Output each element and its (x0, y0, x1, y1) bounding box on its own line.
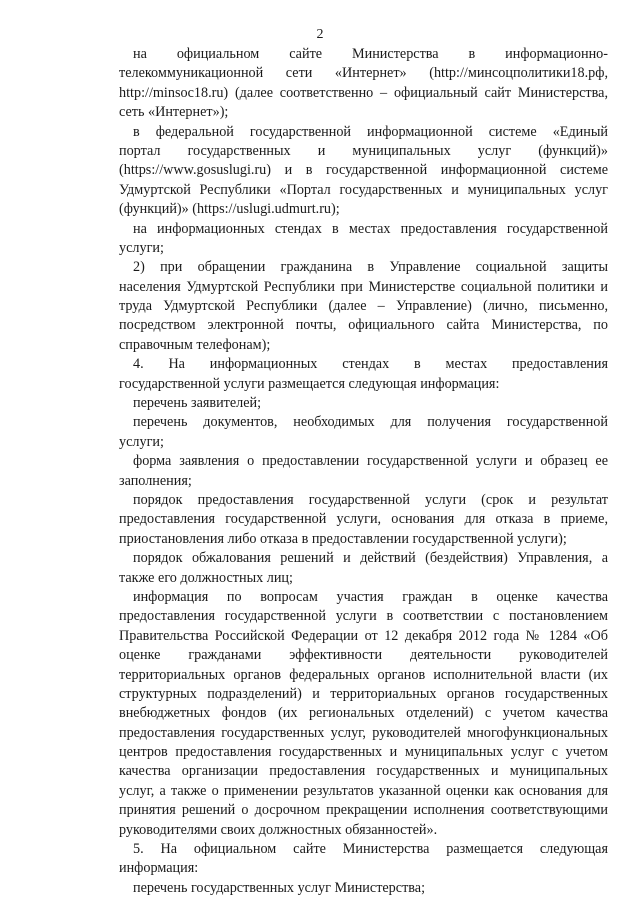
text-line: перечень государственных услуг Министерства; (133, 879, 426, 896)
text-line: Правительства Российской Федерации от 12 декабря 2012 года № 1284 «Об (119, 627, 608, 644)
text-line: центров предоставления государственных и муниципальных услуг с учетом (119, 744, 608, 761)
text-line: качества организации предоставления государственных и муниципальных (119, 763, 608, 780)
text-line: (https://www.gosuslugi.ru) и в государственной информационной системе (119, 162, 608, 179)
text-line: портал государственных и муниципальных услуг (функций)» (119, 142, 608, 159)
text-line: территориальных органов федеральных органов исполнительной власти (их (119, 666, 608, 683)
text-line: 5. На официальном сайте Министерства размещается следующая (133, 841, 608, 858)
text-line: приостановления либо отказа в предоставлении государственной услуги); (119, 530, 567, 547)
text-line: 4. На информационных стендах в местах предоставления (133, 356, 608, 373)
text-line: справочным телефонам); (119, 336, 271, 353)
page-number: 2 (316, 27, 324, 42)
text-line: сеть «Интернет»); (119, 104, 229, 121)
text-line: информация: (119, 860, 199, 877)
text-line: государственной услуги размещается следующая информация: (119, 375, 500, 392)
text-line: Удмуртской Республики «Портал государственных и муниципальных услуг (119, 181, 608, 198)
text-line: порядок обжалования решений и действий (бездействия) Управления, а (133, 550, 608, 567)
text-line: услуги; (119, 239, 164, 256)
text-line: оценке гражданами эффективности деятельности руководителей (119, 647, 608, 664)
text-line: на информационных стендах в местах предоставления государственной (133, 220, 608, 237)
text-line: в федеральной государственной информационной системе «Единый (133, 123, 608, 140)
text-line: перечень заявителей; (133, 395, 262, 412)
text-line: (функций)» (https://uslugi.udmurt.ru); (119, 201, 340, 218)
text-line: посредством электронной почты, официального сайта Министерства, по (119, 317, 608, 334)
text-line: телекоммуникационной сети «Интернет» (http://минсоцполитики18.рф, (119, 65, 608, 82)
text-line: внебюджетных фондов (их региональных отделений) с учетом качества (119, 705, 608, 722)
text-line: также его должностных лиц; (119, 569, 293, 586)
text-line: населения Удмуртской Республики при Министерстве социальной политики и (119, 278, 608, 295)
text-line: предоставления государственной услуги в соответствии с постановлением (119, 608, 608, 625)
text-line: услуги; (119, 433, 164, 450)
text-line: на официальном сайте Министерства в информационно- (133, 46, 608, 62)
text-line: принятия решений о досрочном прекращении исполнения соответствующими (119, 802, 608, 819)
text-line: http://minsoc18.ru) (далее соответственно – официальный сайт Министерства, (119, 84, 608, 101)
text-line: предоставления государственной услуги, основания для отказа в приеме, (119, 511, 608, 528)
text-line: форма заявления о предоставлении государственной услуги и образец ее (133, 453, 608, 470)
text-line: предоставления государственных услуг, руководителей многофункциональных (119, 724, 608, 741)
text-line: руководителями своих должностных обязанностей». (119, 821, 438, 838)
text-line: заполнения; (119, 472, 192, 489)
text-line: порядок предоставления государственной услуги (срок и результат (133, 491, 608, 508)
text-line: информация по вопросам участия граждан в оценке качества (133, 588, 608, 605)
text-line: структурных подразделений) и территориальных органов государственных (119, 685, 608, 702)
text-line: 2) при обращении гражданина в Управление социальной защиты (133, 259, 608, 276)
text-line: услуг, а также о применении результатов указанной оценки как основания для (119, 782, 608, 799)
document-body (119, 45, 608, 898)
text-line: труда Удмуртской Республики (далее – Управление) (лично, письменно, (119, 298, 608, 315)
text-line: перечень документов, необходимых для получения государственной (133, 414, 608, 431)
